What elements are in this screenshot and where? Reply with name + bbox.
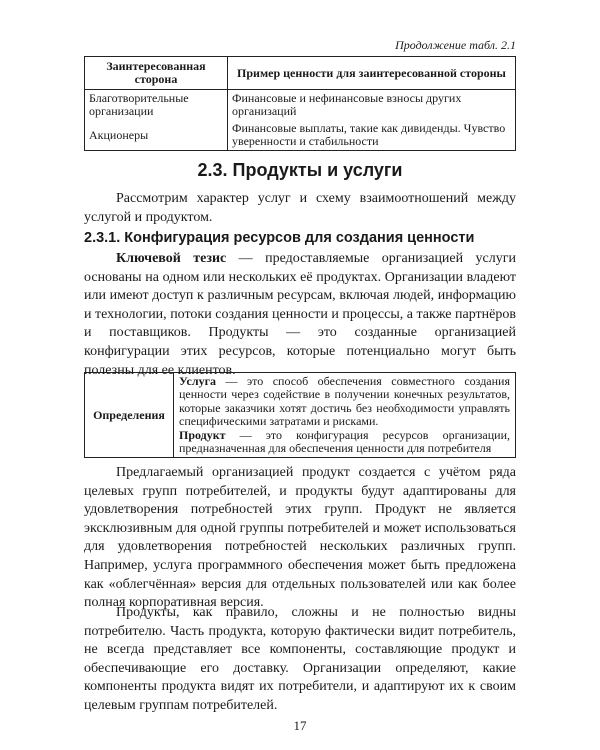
key-thesis-paragraph bbox=[84, 250, 516, 380]
product-definition bbox=[179, 429, 510, 456]
column-header-stakeholder: Заинтересованная сторона bbox=[85, 57, 228, 90]
definitions-label: Определения bbox=[85, 373, 174, 458]
product-term: Продукт bbox=[179, 427, 226, 442]
service-definition bbox=[179, 375, 510, 429]
table-cell: Благотворительные организации bbox=[85, 90, 228, 121]
section-heading: 2.3. Продукты и услуги bbox=[197, 160, 403, 180]
product-definition-text: — это конфигурация ресурсов организации, предназначенная для обеспечения ценности для потребителя bbox=[179, 427, 510, 456]
service-definition-text: — это способ обеспечения совместного создания ценности через содействие в получении конечных результатов, которые заказчики хотят достичь без необходимости управлять специфическими затратами и рисками. bbox=[179, 374, 510, 429]
definitions-content bbox=[174, 373, 516, 458]
definitions-box bbox=[84, 372, 516, 458]
column-header-value-example: Пример ценности для заинтересованной стороны bbox=[228, 57, 516, 90]
service-term: Услуга bbox=[179, 374, 217, 388]
stakeholder-value-table bbox=[84, 56, 516, 151]
table-continuation-note: Продолжение табл. 2.1 bbox=[395, 38, 516, 52]
table-cell: Финансовые выплаты, такие как дивиденды. Чувство уверенности и стабильности bbox=[228, 120, 516, 151]
product-complexity-paragraph: Продукты, как правило, сложны и не полностью видны потребителю. Часть продукта, которую фактически видит потребитель, не всегда представляет все компоненты, составляющие продукт и обеспечивающие его доставку. Организации определяют, какие компоненты продукта видят их потребители, и адаптируют их к своим целевым группам потребителей. bbox=[84, 605, 516, 713]
intro-paragraph: Рассмотрим характер услуг и схему взаимоотношений между услугой и продуктом. bbox=[84, 191, 516, 225]
table-row bbox=[85, 90, 516, 121]
subsection-heading: 2.3.1. Конфигурация ресурсов для создания ценности bbox=[84, 230, 475, 246]
product-paragraph: Предлагаемый организацией продукт создается с учётом ряда целевых групп потребителей, и продукты будут адаптированы для удовлетворения потребностей этих групп. Продукт не является эксклюзивным для одной группы потребителей и может использоваться для удовлетворения потребностей нескольких различных групп. Например, услуга программного обеспечения может быть предложена как «облегчённая» версия для отдельных пользователей или как более полная корпоративная версия. bbox=[84, 465, 516, 611]
table-row bbox=[85, 120, 516, 151]
table-cell: Акционеры bbox=[85, 120, 228, 151]
key-thesis-term: Ключевой тезис bbox=[116, 251, 227, 266]
page-number: 17 bbox=[293, 718, 307, 733]
key-thesis-text: — предоставляемые организацией услуги основаны на одном или нескольких её продуктах. Организации владеют или имеют доступ к различным ресурсам, включая людей, информацию и технологии, потоки создания ценности и процессы, а также партнёров и поставщиков. Продукты — это созданные организацией конфигурации этих ресурсов, которые потенциально могут быть полезны для ее клиентов. bbox=[84, 251, 516, 378]
table-cell: Финансовые и нефинансовые взносы других организаций bbox=[228, 90, 516, 121]
definitions-row bbox=[85, 373, 516, 458]
table-header-row bbox=[85, 57, 516, 90]
